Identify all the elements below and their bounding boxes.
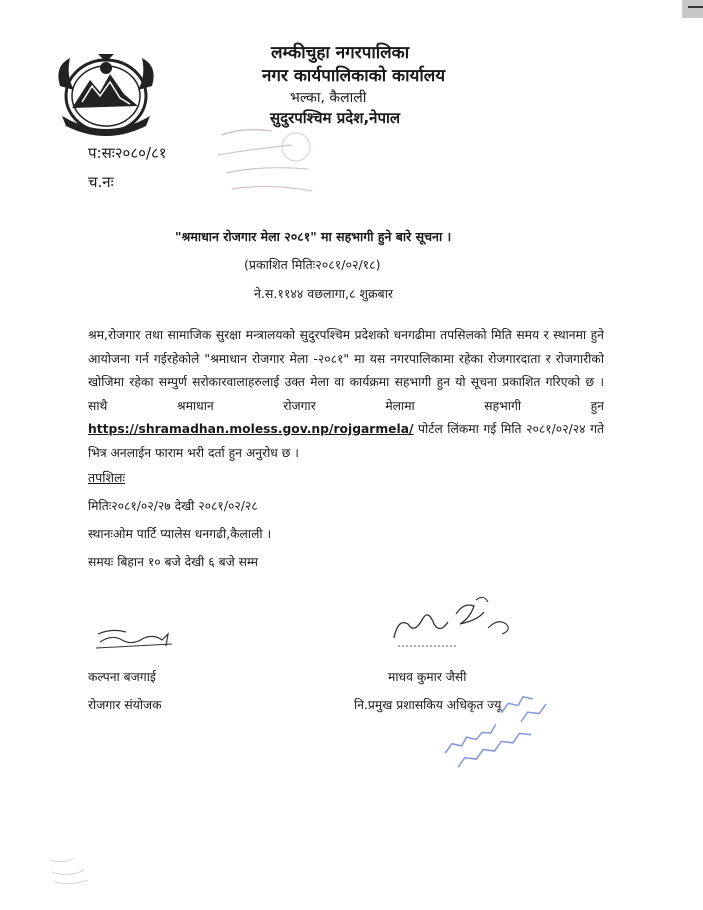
- scan-corner-line: [688, 6, 703, 8]
- nepal-sambat-date: ने.स.११४४ वछलागा,८ शुक्रबार: [254, 286, 394, 301]
- signatory-left-name: कल्पना बजगाई: [88, 670, 156, 684]
- event-venue: स्थानःओम पार्टि प्यालेस धनगढी,कैलाली ।: [88, 527, 272, 541]
- office-stamp-faded: [212, 125, 322, 205]
- signature-right-icon: [388, 594, 518, 652]
- notice-body: [88, 324, 604, 465]
- notice-body-text-2: पोर्टल लिंकमा गई मिति २०८१/०२/२४ गते भित्र अनलाईन फाराम भरी दर्ता हुन अनुरोध छ ।: [88, 422, 604, 460]
- nepal-emblem-icon: [52, 46, 160, 138]
- office-location: भल्का, कैलाली: [290, 90, 367, 106]
- municipality-name: लम्कीचुहा नगरपालिका: [271, 43, 410, 63]
- published-date: (प्रकाशित मितिः२०८१/०२/१८): [244, 257, 381, 272]
- scan-corner-mark: [682, 0, 703, 18]
- dispatch-number: च.नः: [88, 173, 114, 191]
- signatory-left-title: रोजगार संयोजक: [88, 698, 162, 712]
- province-name: सुदुरपश्चिम प्रदेश,नेपाल: [270, 109, 401, 127]
- event-date: मितिः२०८१/०२/२७ देखी २०८१/०२/२८: [88, 499, 258, 513]
- details-label: तपशिलः: [88, 470, 125, 485]
- scan-smudge: [44, 850, 104, 890]
- signatory-right-title: नि.प्रमुख प्रशासकिय अधिकृत ज्यू: [354, 698, 502, 712]
- registration-link[interactable]: https://shramadhan.moless.gov.np/rojgarmela/: [88, 422, 414, 436]
- signatory-right-name: माधव कुमार जैसी: [388, 670, 467, 684]
- signature-left-icon: [92, 624, 182, 658]
- letter-reference-number: प:सः२०८०/८१: [88, 144, 167, 162]
- notice-title: "श्रमाधान रोजगार मेला २०८१" मा सहभागी हुने बारे सूचना ।: [175, 229, 452, 244]
- official-stamp-blue: [428, 688, 578, 778]
- notice-body-text-1: श्रम,रोजगार तथा सामाजिक सुरक्षा मन्त्रालयको सुदुरपश्चिम प्रदेशको धनगढीमा तपसिलको मिति समय र स्थानमा हुने आयोजना गर्न गईरहेकोले "श्रमाधान रोजगार मेला -२०८१" मा यस नगरपालिकामा रहेका रोजगारदाता र रोजगारीको खोजिमा रहेका सम्पुर्ण सरोकारवालाहरुलाई उक्त मेला वा कार्यक्रमा सहभागी हुन यो सूचना प्रकाशित गरिएको छ । साथै श्रमाधान रोजगार मेलामा सहभागी हुन: [88, 328, 604, 413]
- event-time: समयः बिहान १० बजे देखी ६ बजे सम्म: [88, 555, 258, 569]
- office-name: नगर कार्यपालिकाको कार्यालय: [262, 66, 446, 86]
